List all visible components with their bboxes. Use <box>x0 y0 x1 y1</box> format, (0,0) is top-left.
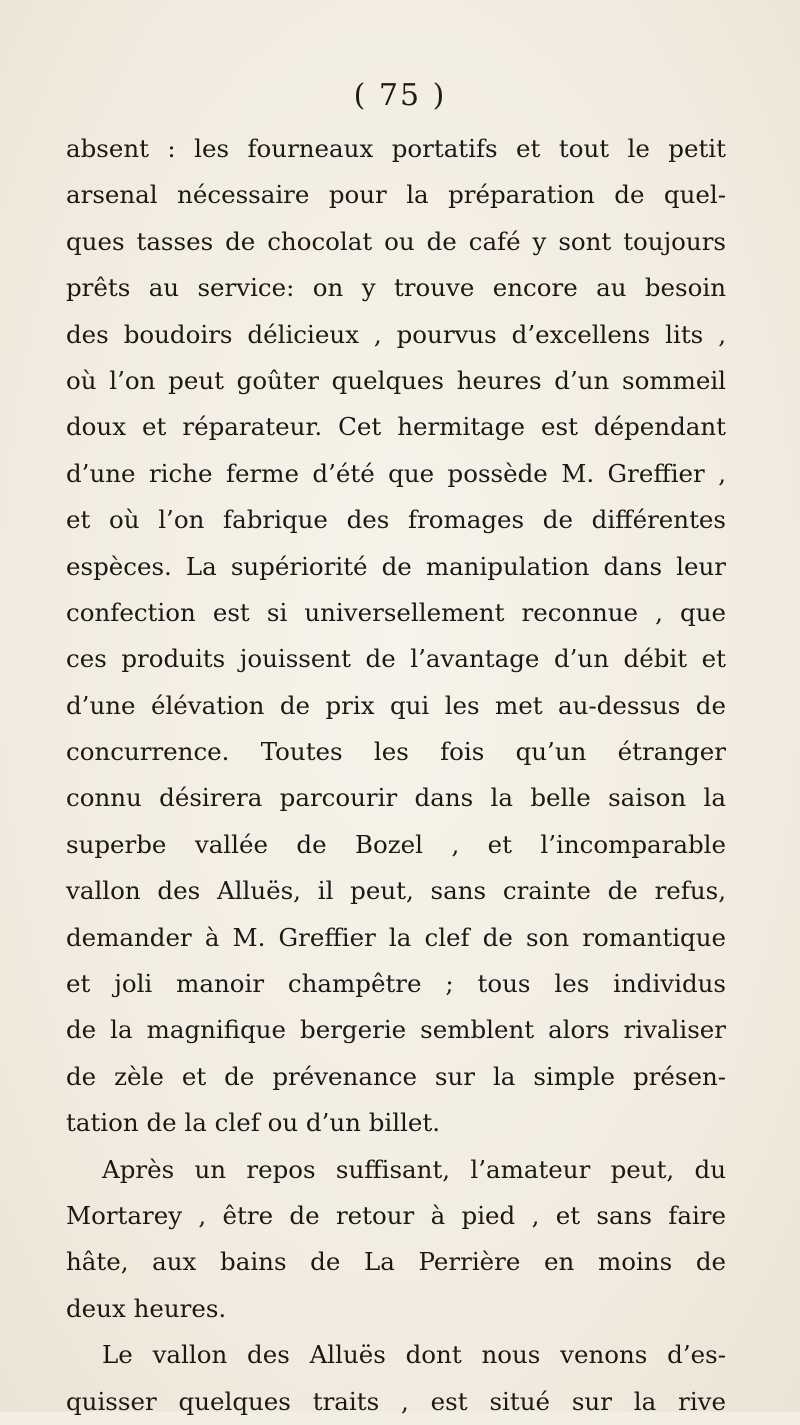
text-line: de la magnifique bergerie semblent alors rivaliser <box>66 1015 726 1045</box>
text-line: tation de la clef ou d’un billet. <box>66 1108 441 1138</box>
text-line: connu désirera parcourir dans la belle saison la <box>66 783 726 813</box>
text-line: deux heures. <box>66 1293 227 1323</box>
page-number: ( 75 ) <box>353 78 447 113</box>
text-line: vallon des Alluës, il peut, sans crainte de refus, <box>66 876 726 906</box>
text-line: concurrence. Toutes les fois qu’un étranger <box>66 737 726 767</box>
text-line: doux et réparateur. Cet hermitage est dépendant <box>66 412 726 442</box>
text-line: prêts au service: on y trouve encore au besoin <box>66 273 726 303</box>
text-line: quisser quelques traits , est situé sur la rive <box>66 1386 726 1416</box>
text-line: et joli manoir champêtre ; tous les individus <box>66 969 726 999</box>
text-line: des boudoirs délicieux , pourvus d’excellens lits , <box>66 319 726 349</box>
text-line: Après un repos suffisant, l’amateur peut, du <box>102 1154 726 1184</box>
text-line: arsenal nécessaire pour la préparation de quel- <box>66 180 726 210</box>
text-line: absent : les fourneaux portatifs et tout le petit <box>66 134 726 163</box>
text-line: de zèle et de prévenance sur la simple présen- <box>66 1061 726 1091</box>
text-line: et où l’on fabrique des fromages de différentes <box>66 505 726 535</box>
text-line: d’une riche ferme d’été que possède M. Greffier , <box>66 458 726 488</box>
text-line: Le vallon des Alluës dont nous venons d’es- <box>102 1340 726 1370</box>
text-line: confection est si universellement reconnue , que <box>66 597 726 627</box>
text-line: espèces. La supériorité de manipulation dans leur <box>66 551 726 581</box>
text-line: ces produits jouissent de l’avantage d’un débit et <box>66 644 726 674</box>
body-text <box>66 126 726 1425</box>
text-line: Mortarey , être de retour à pied , et sans faire <box>66 1200 726 1230</box>
text-line: d’une élévation de prix qui les met au-dessus de <box>66 690 726 720</box>
text-line: ques tasses de chocolat ou de café y sont toujours <box>66 226 726 256</box>
text-line: hâte, aux bains de La Perrière en moins de <box>66 1247 726 1277</box>
text-line: où l’on peut goûter quelques heures d’un sommeil <box>66 365 726 395</box>
text-line: superbe vallée de Bozel , et l’incomparable <box>66 829 726 859</box>
text-line: demander à M. Greffier la clef de son romantique <box>66 922 726 952</box>
